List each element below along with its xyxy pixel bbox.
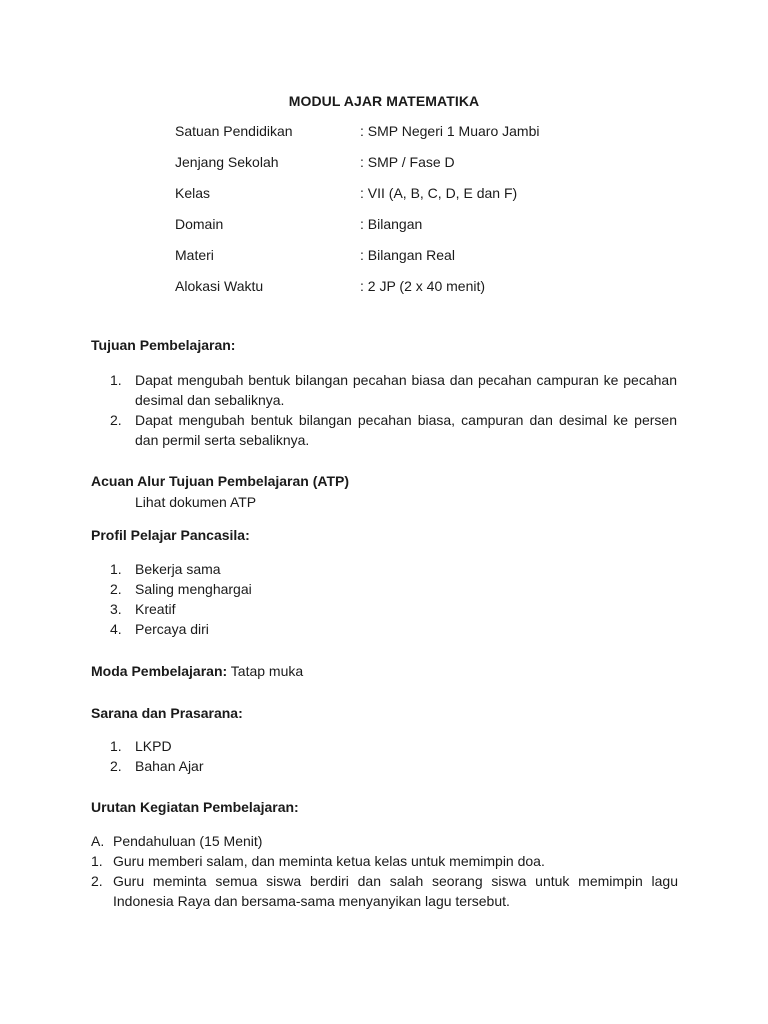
list-text: Guru meminta semua siswa berdiri dan salah seorang siswa untuk memimpin lagu Indonesia Raya dan bersama-sama menyanyikan lagu tersebut.: [113, 873, 678, 909]
list-number: 2.: [110, 758, 122, 774]
info-value: : VII (A, B, C, D, E dan F): [360, 185, 518, 201]
section-heading-moda: Moda Pembelajaran:: [91, 663, 228, 679]
info-table: [175, 121, 539, 307]
urutan-list: [91, 831, 678, 911]
info-label: Kelas: [175, 185, 211, 201]
section-heading-atp: Acuan Alur Tujuan Pembelajaran (ATP): [91, 473, 350, 489]
info-row: [175, 183, 539, 214]
info-label: Materi: [175, 247, 214, 263]
list-item: [91, 871, 678, 911]
list-item: [110, 599, 677, 619]
section-heading-sarana: Sarana dan Prasarana:: [91, 705, 243, 721]
info-value: : 2 JP (2 x 40 menit): [360, 278, 486, 294]
list-item: [110, 370, 677, 410]
list-number: 2.: [91, 873, 103, 889]
list-number: A.: [91, 833, 105, 849]
list-text: Saling menghargai: [135, 581, 252, 597]
list-item: [91, 851, 678, 871]
atp-text: Lihat dokumen ATP: [135, 494, 257, 510]
list-text: Dapat mengubah bentuk bilangan pecahan biasa, campuran dan desimal ke persen dan permil serta sebaliknya.: [135, 412, 677, 448]
info-label: Satuan Pendidikan: [175, 123, 293, 139]
list-item: [110, 756, 677, 776]
list-item: [110, 736, 677, 756]
list-number: 2.: [110, 412, 122, 428]
section-heading-tujuan: Tujuan Pembelajaran:: [91, 337, 236, 353]
list-text: Pendahuluan (15 Menit): [113, 833, 263, 849]
list-item: [110, 559, 677, 579]
info-value: : Bilangan: [360, 216, 423, 232]
info-value: : SMP / Fase D: [360, 154, 455, 170]
list-item: [110, 619, 677, 639]
list-text: Percaya diri: [135, 621, 209, 637]
profil-list: [110, 559, 677, 639]
info-value: : Bilangan Real: [360, 247, 455, 263]
moda-line: [91, 663, 303, 679]
tujuan-list: [110, 370, 677, 450]
list-text: Guru memberi salam, dan meminta ketua kelas untuk memimpin doa.: [113, 853, 545, 869]
list-text: Bekerja sama: [135, 561, 221, 577]
list-number: 1.: [91, 853, 103, 869]
list-item: [91, 831, 678, 851]
info-label: Domain: [175, 216, 224, 232]
list-number: 1.: [110, 738, 122, 754]
list-item: [110, 579, 677, 599]
info-row: [175, 121, 539, 152]
list-number: 2.: [110, 581, 122, 597]
list-number: 1.: [110, 561, 122, 577]
info-label: Alokasi Waktu: [175, 278, 264, 294]
list-number: 1.: [110, 372, 122, 388]
section-heading-profil: Profil Pelajar Pancasila:: [91, 527, 250, 543]
list-text: Dapat mengubah bentuk bilangan pecahan biasa dan pecahan campuran ke pecahan desimal dan sebaliknya.: [135, 372, 677, 408]
info-row: [175, 152, 539, 183]
section-heading-urutan: Urutan Kegiatan Pembelajaran:: [91, 799, 299, 815]
sarana-list: [110, 736, 677, 776]
info-row: [175, 214, 539, 245]
document-title: MODUL AJAR MATEMATIKA: [288, 93, 480, 109]
info-row: [175, 276, 539, 307]
list-item: [110, 410, 677, 450]
list-text: Kreatif: [135, 601, 176, 617]
list-number: 3.: [110, 601, 122, 617]
moda-value: Tatap muka: [230, 663, 304, 679]
list-text: LKPD: [135, 738, 172, 754]
list-number: 4.: [110, 621, 122, 637]
info-value: : SMP Negeri 1 Muaro Jambi: [360, 123, 540, 139]
info-row: [175, 245, 539, 276]
list-text: Bahan Ajar: [135, 758, 204, 774]
info-label: Jenjang Sekolah: [175, 154, 279, 170]
